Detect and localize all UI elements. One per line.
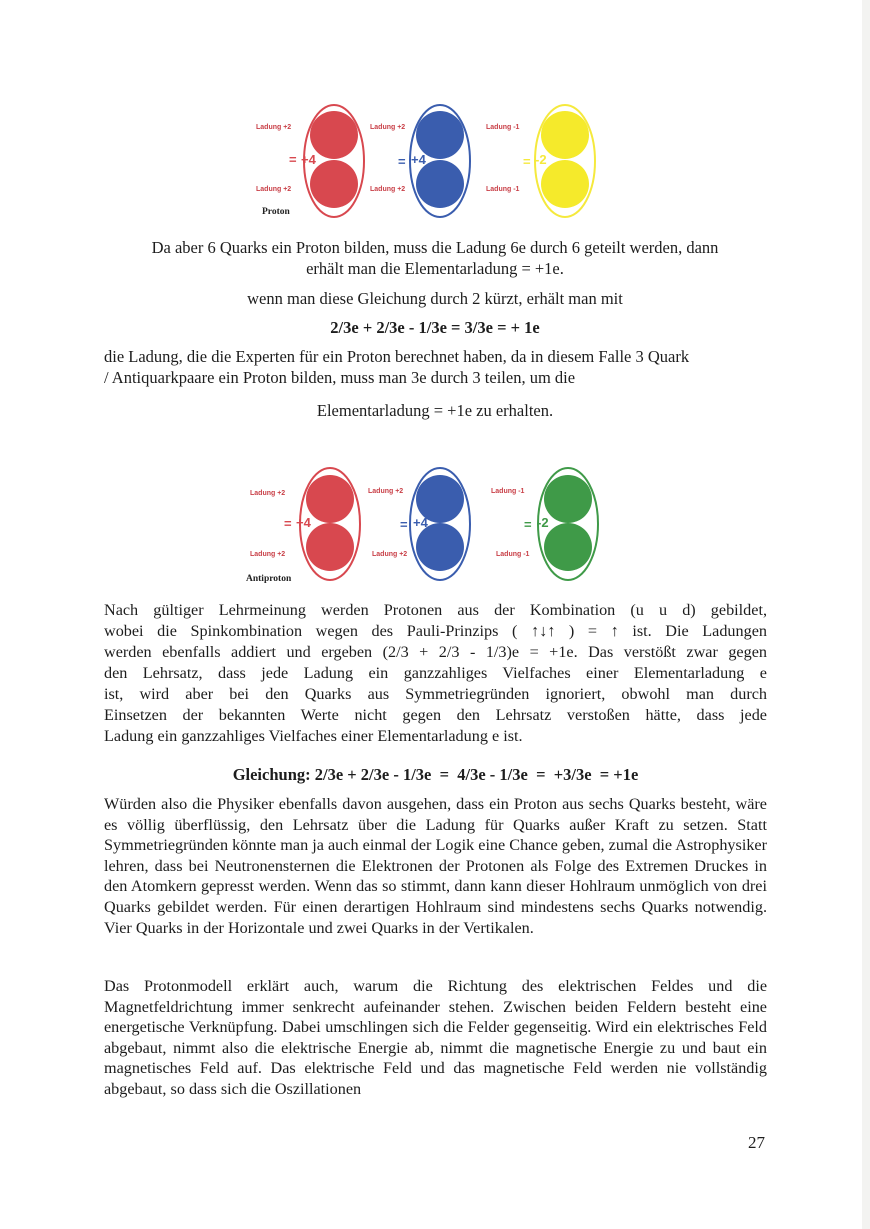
- proton-eq-1: =: [289, 152, 297, 167]
- antiproton-quark-3-top: [544, 475, 592, 523]
- para-1-line-3: werden ebenfalls addiert und ergeben (2/3 + 2/3 - 1/3)e = +1e. Das verstößt zwar gegen: [104, 643, 767, 661]
- antiproton-sum-2: +4: [413, 515, 428, 530]
- antiproton-label-3-top: Ladung -1: [491, 488, 525, 495]
- proton-diagram-svg: [0, 96, 870, 226]
- proton-quark-3-bottom: [541, 160, 589, 208]
- para-3: Das Protonmodell erklärt auch, warum die Richtung des elektrischen Feldes und die Magnetfeldrichtung immer senkrecht aufeinander stehen. Zwischen beiden Feldern besteht eine energetische Verknüpfung. Dabei umschlingen sich die Felder gegenseitig. Wird ein elektrisches Feld abgebaut, nimmt also die elektrische Energie ab, nimmt die magnetische Energie zu und baut ein magnetisches Feld auf. Das elektrische Feld und das magnetische Feld werden nie vollständig abgebaut, so dass sich die Oszillationen: [104, 977, 767, 1098]
- antiproton-sum-1: +4: [296, 515, 311, 530]
- proton-eq-2: =: [398, 154, 406, 169]
- proton-diagram: [0, 96, 870, 226]
- antiproton-quark-3-bottom: [544, 523, 592, 571]
- proton-label-3-bottom: Ladung -1: [486, 186, 520, 193]
- antiproton-diagram-svg: [0, 459, 870, 589]
- para-1-line-4: den Lehrsatz, dass jede Ladung ein ganzzahliges Vielfaches einer Elementarladung e: [104, 664, 767, 682]
- antiproton-label-3-bottom: Ladung -1: [496, 551, 530, 558]
- proton-eq-3: =: [523, 154, 531, 169]
- proton-sum-2: +4: [411, 152, 426, 167]
- proton-quark-1-top: [310, 111, 358, 159]
- proton-label-2-bottom: Ladung +2: [370, 186, 406, 193]
- intro-line-3: wenn man diese Gleichung durch 2 kürzt, erhält man mit: [247, 289, 623, 308]
- antiproton-quark-2-bottom: [416, 523, 464, 571]
- antiproton-label-2-top: Ladung +2: [368, 488, 404, 495]
- antiproton-sum-3: -2: [537, 515, 549, 530]
- antiproton-eq-2: =: [400, 517, 408, 532]
- para-2: Würden also die Physiker ebenfalls davon ausgehen, dass ein Proton aus sechs Quarks besteht, wäre es völlig überflüssig, den Lehrsatz über die Ladung für Quarks außer Kraft zu setzen. Statt Symmetriegründen könnte man ja auch einmal der Logik eine Chance geben, zumal die Astrophysiker lehren, dass bei Neutronensternen die Elektronen der Protonen als Folge des Extremen Druckes in den Atomkern gepresst werden. Wenn das so stimmt, dann kann dieser Hohlraum unmöglich von drei Quarks gebildet werden. Für einen derartigen Hohlraum sind mindestens sechs Quarks notwendig. Vier Quarks in der Horizontale und zwei Quarks in der Vertikalen.: [104, 795, 767, 937]
- proton-sum-1: +4: [301, 152, 316, 167]
- page-number: 27: [748, 1133, 765, 1152]
- proton-quark-3-top: [541, 111, 589, 159]
- proton-sum-3: -2: [535, 152, 547, 167]
- explain-line-1: die Ladung, die die Experten für ein Proton berechnet haben, da in diesem Falle 3 Quark: [104, 347, 690, 366]
- intro-line-2: erhält man die Elementarladung = +1e.: [306, 259, 564, 278]
- antiproton-quark-1-top: [306, 475, 354, 523]
- proton-label-3-top: Ladung -1: [486, 124, 520, 131]
- equation-2: Gleichung: 2/3e + 2/3e - 1/3e = 4/3e - 1/3e = +3/3e = +1e: [232, 765, 639, 784]
- antiproton-caption: Antiproton: [246, 574, 292, 584]
- equation-1: 2/3e + 2/3e - 1/3e = 3/3e = + 1e: [330, 318, 540, 337]
- antiproton-label-1-bottom: Ladung +2: [250, 551, 286, 558]
- antiproton-diagram: [0, 459, 870, 589]
- antiproton-eq-3: =: [524, 517, 532, 532]
- para-1-line-2: wobei die Spinkombination wegen des Pauli-Prinzips ( ↑↓↑ ) = ↑ ist. Die Ladungen: [104, 622, 767, 640]
- explain-line-2: / Antiquarkpaare ein Proton bilden, muss man 3e durch 3 teilen, um die: [104, 368, 576, 387]
- explain-line-3: Elementarladung = +1e zu erhalten.: [316, 401, 554, 420]
- antiproton-eq-1: =: [284, 516, 292, 531]
- proton-quark-1-bottom: [310, 160, 358, 208]
- intro-line-1: Da aber 6 Quarks ein Proton bilden, muss die Ladung 6e durch 6 geteilt werden, dann: [151, 238, 719, 257]
- proton-caption: Proton: [262, 207, 290, 217]
- proton-quark-2-bottom: [416, 160, 464, 208]
- antiproton-label-1-top: Ladung +2: [250, 490, 286, 497]
- para-1-line-1: Nach gültiger Lehrmeinung werden Protonen aus der Kombination (u u d) gebildet,: [104, 601, 767, 619]
- para-1-line-7: Ladung ein ganzzahliges Vielfaches einer Elementarladung e ist.: [104, 727, 523, 745]
- proton-label-1-bottom: Ladung +2: [256, 186, 292, 193]
- proton-label-1-top: Ladung +2: [256, 124, 292, 131]
- para-1-line-5: ist, wird aber bei den Quarks aus Symmetriegründen ignoriert, obwohl man durch: [104, 685, 767, 703]
- antiproton-label-2-bottom: Ladung +2: [372, 551, 408, 558]
- proton-label-2-top: Ladung +2: [370, 124, 406, 131]
- antiproton-quark-1-bottom: [306, 523, 354, 571]
- para-1-line-6: Einsetzen der bekannten Werte nicht gegen den Lehrsatz verstoßen hätte, dass jede: [104, 706, 767, 724]
